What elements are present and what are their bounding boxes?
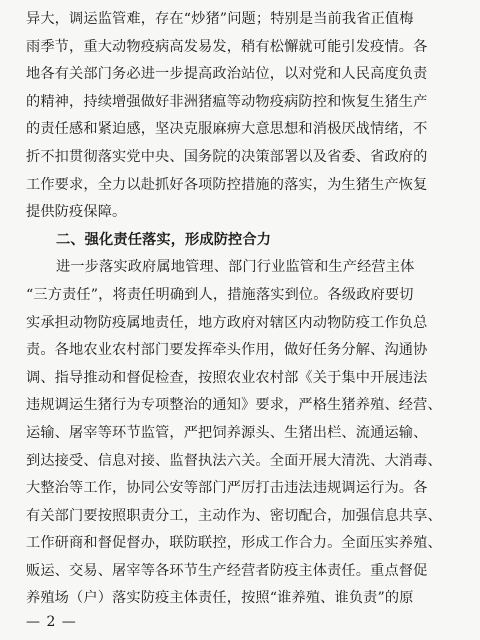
text-line: 工作研商和督促督办，联防联控，形成工作合力。全面压实养殖、 [26,535,442,552]
text-line: 提供防疫保障。 [26,204,127,221]
page-number: — 2 — [26,614,77,630]
text-line: “三方责任”，将责任明确到人，措施落实到位。各级政府要切 [26,286,414,303]
text-line: 的责任感和紧迫感，坚决克服麻痹大意思想和消极厌战情绪，不 [26,121,428,138]
text-line: 有关部门要按照职责分工，主动作为、密切配合，加强信息共享、 [26,507,442,524]
text-line: 实承担动物防疫属地责任，地方政府对辖区内动物防疫工作负总 [26,314,428,331]
paragraph-continued [26,6,456,227]
paragraph-responsibility [26,254,456,613]
text-line: 责。各地农业农村部门要发挥牵头作用，做好任务分解、沟通协 [26,342,428,359]
section-heading: 二、强化责任落实，形成防控合力 [56,231,272,248]
text-line: 进一步落实政府属地管理、部门行业监管和生产经营主体 [56,259,415,276]
text-line: 大整治等工作，协同公安等部门严厉打击违法违规调运行为。各 [26,480,428,497]
text-line: 到达接受、信息对接、监督执法六关。全面开展大清洗、大消毒、 [26,452,442,469]
text-line: 贩运、交易、屠宰等各环节生产经营者防疫主体责任。重点督促 [26,562,428,579]
text-line: 养殖场（户）落实防疫主体责任，按照“谁养殖、谁负责”的原 [26,590,414,607]
text-line: 调、指导推动和督促检查，按照农业农村部《关于集中开展违法 [26,369,428,386]
text-line: 工作要求，全力以赴抓好各项防控措施的落实，为生猪生产恢复 [26,176,428,193]
text-line: 折不扣贯彻落实党中央、国务院的决策部署以及省委、省政府的 [26,148,428,165]
text-line: 地各有关部门务必进一步提高政治站位，以对党和人民高度负责 [26,66,428,83]
text-line: 运输、屠宰等环节监管，严把饲养源头、生猪出栏、流通运输、 [26,424,428,441]
text-line: 的精神，持续增强做好非洲猪瘟等动物疫病防控和恢复生猪生产 [26,93,428,110]
text-line: 异大，调运监管难，存在“炒猪”问题；特别是当前我省正值梅 [26,11,414,27]
text-line: 违规调运生猪行为专项整治的通知》要求，严格生猪养殖、经营、 [26,397,442,414]
text-line: 雨季节，重大动物疫病高发易发，稍有松懈就可能引发疫情。各 [26,38,428,55]
